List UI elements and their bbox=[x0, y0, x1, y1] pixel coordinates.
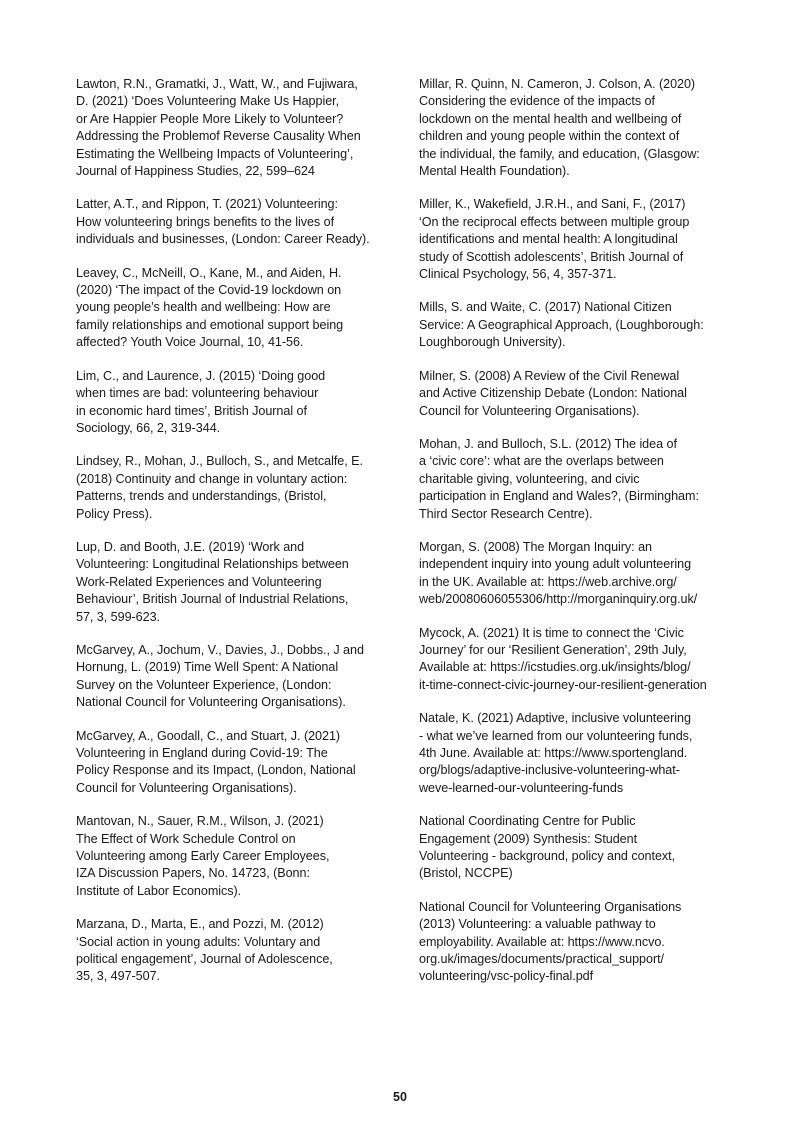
reference-column-left bbox=[76, 76, 388, 1002]
reference-entry: Lawton, R.N., Gramatki, J., Watt, W., and Fujiwara, D. (2021) ‘Does Volunteering Make Us Happier, or Are Happier People More Likely to Volunteer? Addressing the Problemof Reverse Causality When Estimating the Wellbeing Impacts of Volunteering’, Journal of Happiness Studies, 22, 599–624 bbox=[76, 77, 361, 179]
reference-entry: Lup, D. and Booth, J.E. (2019) ‘Work and Volunteering: Longitudinal Relationships between Work-Related Experiences and Volunteering Behaviour’, British Journal of Industrial Relations, 57, 3, 599-623. bbox=[76, 539, 349, 624]
reference-entry: National Council for Volunteering Organisations (2013) Volunteering: a valuable pathway to employability. Available at: https://www.ncvo. org.uk/images/documents/practical_support/ volunteering/vsc-policy-final.pdf bbox=[419, 899, 682, 984]
reference-entry: McGarvey, A., Jochum, V., Davies, J., Dobbs., J and Hornung, L. (2019) Time Well Spent: A National Survey on the Volunteer Experience, (London: National Council for Volunteering Organisations). bbox=[76, 642, 364, 710]
reference-entry: Latter, A.T., and Rippon, T. (2021) Volunteering: How volunteering brings benefits to the lives of individuals and businesses, (London: Career Ready). bbox=[76, 197, 370, 247]
reference-entry: Milner, S. (2008) A Review of the Civil Renewal and Active Citizenship Debate (London: National Council for Volunteering Organisations). bbox=[419, 368, 687, 418]
reference-entry: Leavey, C., McNeill, O., Kane, M., and Aiden, H. (2020) ‘The impact of the Covid-19 lockdown on young people’s health and wellbeing: How are family relationships and emotional support being affected? Youth Voice Journal, 10, 41-56. bbox=[76, 265, 344, 350]
reference-entry: Marzana, D., Marta, E., and Pozzi, M. (2012) ‘Social action in young adults: Voluntary and political engagement’, Journal of Adolescence, 35, 3, 497-507. bbox=[76, 917, 333, 984]
reference-column-right bbox=[419, 76, 729, 1002]
reference-entry: Mills, S. and Waite, C. (2017) National Citizen Service: A Geographical Approach, (Loughborough: Loughborough University). bbox=[419, 300, 704, 350]
reference-entry: National Coordinating Centre for Public Engagement (2009) Synthesis: Student Volunteering - background, policy and context, (Bristol, NCCPE) bbox=[419, 814, 676, 881]
reference-entry: Mycock, A. (2021) It is time to connect the ‘Civic Journey’ for our ‘Resilient Generation’, 29th July, Available at: https://icstudies.org.uk/insights/blog/ it-time-connect-civic-journey-our-resilient-generation bbox=[419, 625, 707, 692]
reference-entry: Mohan, J. and Bulloch, S.L. (2012) The idea of a ‘civic core’: what are the overlaps between charitable giving, volunteering, and civic participation in England and Wales?, (Birmingham: Third Sector Research Centre). bbox=[419, 436, 699, 521]
reference-entry: Lim, C., and Laurence, J. (2015) ‘Doing good when times are bad: volunteering behaviour in economic hard times’, British Journal of Sociology, 66, 2, 319-344. bbox=[76, 368, 326, 435]
reference-entry: Miller, K., Wakefield, J.R.H., and Sani, F., (2017) ‘On the reciprocal effects between multiple group identifications and mental health: A longitudinal study of Scottish adolescents’, British Journal of Clinical Psychology, 56, 4, 357-371. bbox=[419, 197, 690, 282]
reference-entry: Lindsey, R., Mohan, J., Bulloch, S., and Metcalfe, E. (2018) Continuity and change in voluntary action: Patterns, trends and understandings, (Bristol, Policy Press). bbox=[76, 454, 363, 521]
reference-entry: Millar, R. Quinn, N. Cameron, J. Colson, A. (2020) Considering the evidence of the impacts of lockdown on the mental health and wellbeing of children and young people within the context of the individual, the family, and education, (Glasgow: Mental Health Foundation). bbox=[419, 77, 700, 179]
reference-entry: Mantovan, N., Sauer, R.M., Wilson, J. (2021) The Effect of Work Schedule Control on Volunteering among Early Career Employees, IZA Discussion Papers, No. 14723, (Bonn: Institute of Labor Economics). bbox=[76, 814, 330, 898]
reference-entry: Natale, K. (2021) Adaptive, inclusive volunteering - what we’ve learned from our volunteering funds, 4th June. Available at: https://www.sportengland. org/blogs/adaptive-inclusive-volunteering-what- weve-learned-our-volunteering-funds bbox=[419, 711, 693, 795]
reference-entry: Morgan, S. (2008) The Morgan Inquiry: an independent inquiry into young adult volunteering in the UK. Available at: https://web.archive.org/ web/20080606055306/http://morganinquiry.org.uk/ bbox=[419, 539, 698, 607]
page-number: 50 bbox=[393, 1090, 407, 1104]
reference-entry: McGarvey, A., Goodall, C., and Stuart, J. (2021) Volunteering in England during Covid-19: The Policy Response and its Impact, (London, National Council for Volunteering Organisations). bbox=[76, 728, 356, 795]
